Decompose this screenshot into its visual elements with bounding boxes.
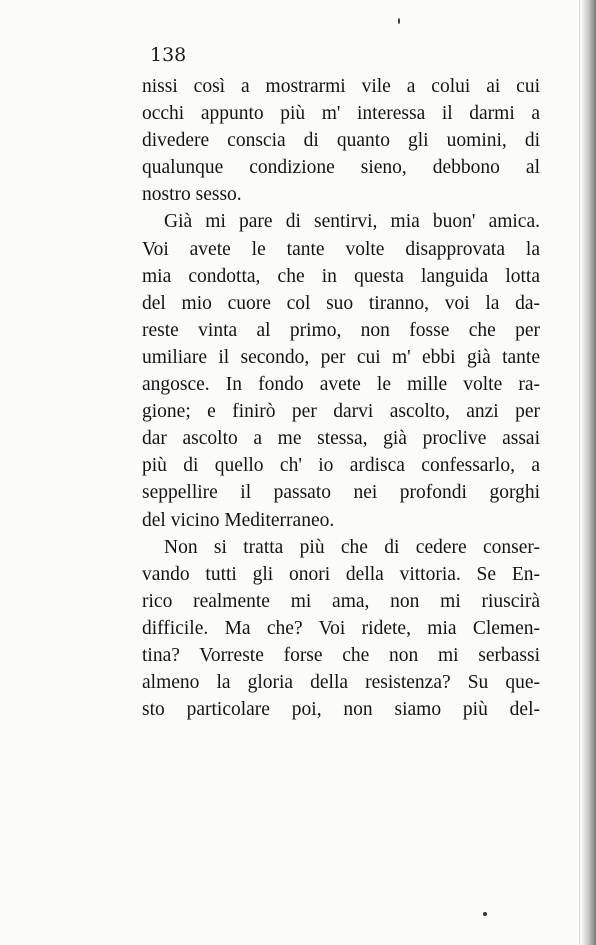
text-line: Voi avete le tante volte disapprovata la bbox=[142, 238, 540, 260]
ink-speck bbox=[483, 912, 487, 916]
text-line: divedere conscia di quanto gli uomini, di bbox=[142, 130, 540, 152]
page-edge-line bbox=[579, 0, 580, 945]
body-text bbox=[142, 73, 540, 723]
text-line: nissi così a mostrarmi vile a colui ai cui bbox=[142, 76, 540, 97]
text-line: umiliare il secondo, per cui m' ebbi già tante bbox=[142, 346, 540, 368]
text-line: reste vinta al primo, non fosse che per bbox=[142, 319, 540, 341]
text-line: dar ascolto a me stessa, già proclive assai bbox=[142, 428, 540, 450]
book-spine-shadow bbox=[582, 0, 596, 945]
text-line: più di quello ch' io ardisca confessarlo, a bbox=[142, 455, 540, 477]
ink-speck bbox=[398, 18, 400, 24]
text-line: difficile. Ma che? Voi ridete, mia Clemen- bbox=[142, 617, 540, 639]
text-line: tina? Vorreste forse che non mi serbassi bbox=[142, 644, 540, 666]
text-line: qualunque condizione sieno, debbono al bbox=[142, 157, 540, 179]
text-line: occhi appunto più m' interessa il darmi a bbox=[142, 103, 540, 125]
text-line: del vicino Mediterraneo. bbox=[142, 509, 335, 531]
text-line: almeno la gloria della resistenza? Su que- bbox=[142, 672, 540, 694]
text-line: Già mi pare di sentirvi, mia buon' amica. bbox=[164, 211, 540, 233]
text-line: gione; e finirò per darvi ascolto, anzi per bbox=[142, 401, 540, 423]
page-number: 138 bbox=[150, 44, 187, 66]
text-line: rico realmente mi ama, non mi riuscirà bbox=[142, 590, 540, 612]
text-line: nostro sesso. bbox=[142, 184, 242, 206]
text-line: mia condotta, che in questa languida lotta bbox=[142, 265, 540, 287]
text-line: vando tutti gli onori della vittoria. Se En- bbox=[142, 563, 540, 585]
text-line: del mio cuore col suo tiranno, voi la da- bbox=[142, 292, 540, 314]
text-line: Non si tratta più che di cedere conser- bbox=[164, 536, 540, 558]
text-line: angosce. In fondo avete le mille volte ra- bbox=[142, 374, 540, 396]
text-line: sto particolare poi, non siamo più del- bbox=[142, 699, 540, 721]
text-line: seppellire il passato nei profondi gorghi bbox=[142, 482, 540, 504]
